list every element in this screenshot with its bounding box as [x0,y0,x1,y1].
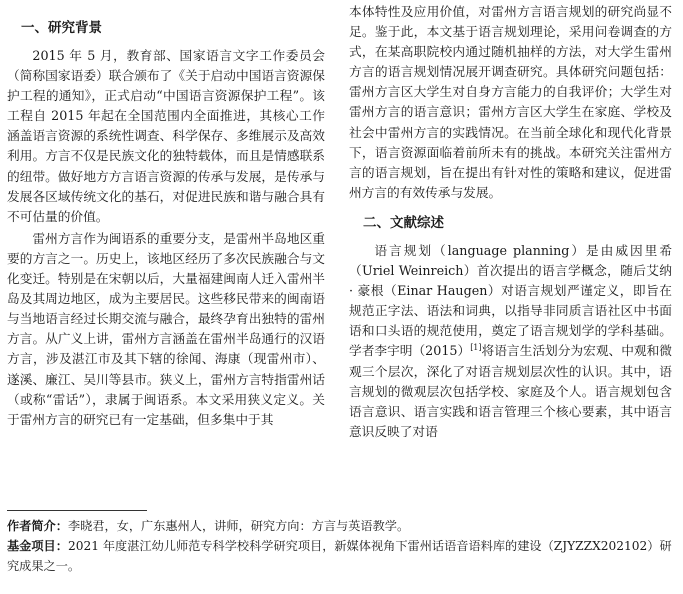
fund-text: 2021 年度湛江幼儿师范专科学校科学研究项目，新媒体视角下雷州话语音语料库的建设（ZJYZZX202102）研究成果之一。 [7,539,672,573]
citation-marker: [1] [470,343,482,353]
fund-note [7,536,673,576]
right-column [349,0,672,442]
author-label: 作者简介： [7,519,68,533]
footnote-divider [7,510,147,511]
paragraph-background-1: 2015 年 5 月，教育部、国家语言文字工作委员会（简称国家语委）联合颁布了《关于启动中国语言资源保护工程的通知》，正式启动“中国语言资源保护工程”。该工程自 2015 年起在全国范围内全面推进，其核心工作涵盖语言资源的系统性调查、科学保存、多维展示及高效利用。方言不仅是民族文化的独特载体，而且是情感联系的纽带。做好地方方言语言资源的传承与发展，是传承与发展各区域传统文化的基石，对促进民族和谐与融合具有不可估量的价值。 [7,48,325,224]
author-text: 李晓君，女，广东惠州人，讲师，研究方向：方言与英语教学。 [67,519,410,533]
author-note [7,516,673,536]
section-heading-background: 一、研究背景 [21,20,102,36]
paragraph-background-continued: 本体特性及应用价值，对雷州方言语言规划的研究尚显不足。鉴于此，本文基于语言规划理论，采用问卷调查的方式，在某高职院校内通过随机抽样的方法，对大学生雷州方言的语言规划情况展开调查研究。具体研究问题包括：雷州方言区大学生对自身方言能力的自我评价；大学生对雷州方言的语言意识；雷州方言区大学生在家庭、学校及社会中雷州方言的实践情况。在当前全球化和现代化背景下，语言资源面临着前所未有的挑战。本研究关注雷州方言的语言规划，旨在提出有针对性的策略和建议，促进雷州方言的有效传承与发展。 [349,4,672,200]
footnote-area [7,510,673,576]
literature-text-part-1: 语言规划（language planning）是由威因里希（Uriel Weinreich）首次提出的语言学概念，随后艾纳 · 豪根（Einar Haugen）对语言规划严谨定义，即旨在规范正字法、语法和词典，以指导非同质言语社区中书面语和口头语的规范使用，奠定了语言规划学的学科基础。学者李宇明（2015） [349,242,672,359]
section-heading-literature-review: 二、文献综述 [363,214,444,231]
paragraph-literature-review [349,241,672,442]
left-column [7,0,325,430]
fund-label: 基金项目： [7,539,68,553]
literature-text-part-2: 将语言生活划分为宏观、中观和微观三个层次，深化了对语言规划层次性的认识。其中，语言规划的微观层次包括学校、家庭及个人。语言规划包含语言意识、语言实践和语言管理三个核心要素，其中语言意识反映了对语 [349,343,672,439]
paragraph-background-2: 雷州方言作为闽语系的重要分支，是雷州半岛地区重要的方言之一。历史上，该地区经历了多次民族融合与文化变迁。特别是在宋朝以后，大量福建闽南人迁入雷州半岛及其周边地区，成为主要居民。这些移民带来的闽南语与当地语言经过长期交流与融合，最终孕育出独特的雷州方言。从广义上讲，雷州方言涵盖在雷州半岛通行的汉语方言，涉及湛江市及其下辖的徐闻、海康（现雷州市）、遂溪、廉江、吴川等县市。狭义上，雷州方言特指雷州话（或称“雷话”），隶属于闽语系。本文采用狭义定义。关于雷州方言的研究已有一定基础，但多集中于其 [7,230,325,427]
